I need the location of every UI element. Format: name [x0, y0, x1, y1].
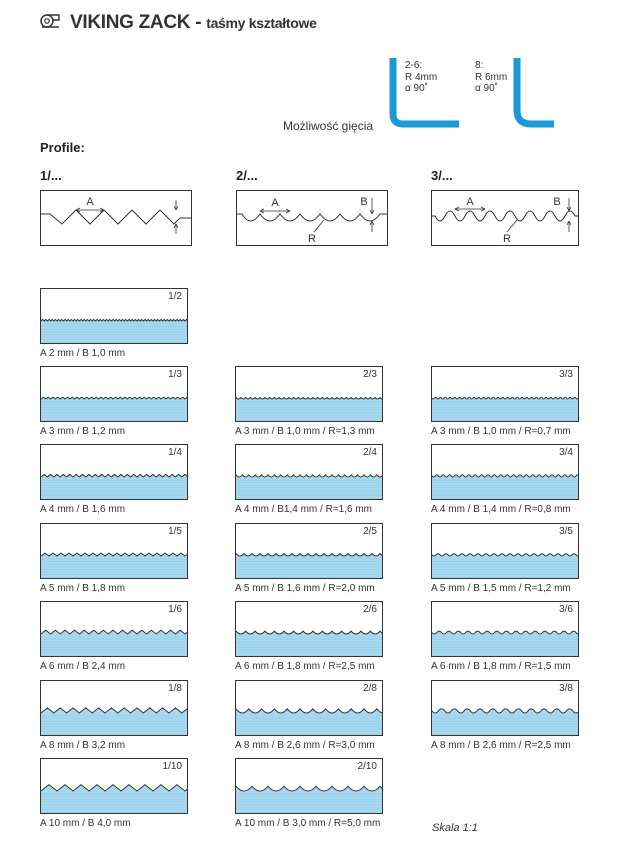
series-label-3: 3/...	[431, 168, 453, 183]
swatch-fill-area	[432, 631, 579, 657]
profile-diagram-scallop	[236, 190, 388, 246]
product-name: VIKING ZACK	[70, 12, 191, 33]
swatch-fill-area	[236, 475, 383, 500]
swatch-profile-graphic	[41, 367, 188, 422]
profile-swatch-3-8	[431, 680, 579, 736]
diagram-2-label-a: A	[271, 197, 279, 209]
swatch-caption-1-8: A 8 mm / B 3,2 mm	[40, 740, 126, 751]
swatch-id-label: 3/3	[559, 369, 573, 380]
swatch-id-label: 1/3	[168, 369, 182, 380]
swatch-id-label: 3/6	[559, 604, 573, 615]
swatch-caption-3-5: A 5 mm / B 1,5 mm / R=1,2 mm	[431, 583, 571, 594]
swatch-fill-area	[236, 553, 383, 579]
swatch-profile-graphic	[236, 602, 383, 657]
swatch-caption-2-3: A 3 mm / B 1,0 mm / R=1,3 mm	[235, 426, 375, 437]
bend-spec-small: 2-6: R 4mm α 90˚	[405, 60, 438, 94]
tape-roll-icon	[39, 12, 61, 30]
profile-swatch-3-3	[431, 366, 579, 422]
profile-swatch-1-4	[40, 444, 188, 500]
swatch-caption-2-10: A 10 mm / B 3,0 mm / R=5,0 mm	[235, 818, 381, 829]
swatch-fill-area	[432, 709, 579, 736]
swatch-id-label: 1/4	[168, 447, 182, 458]
swatch-profile-edge	[236, 553, 383, 556]
swatch-caption-3-4: A 4 mm / B 1,4 mm / R=0,8 mm	[431, 504, 571, 515]
swatch-caption-2-4: A 4 mm / B1,4 mm / R=1,6 mm	[235, 504, 372, 515]
page-title: VIKING ZACK - taśmy kształtowe	[70, 12, 317, 33]
profiles-title: Profile:	[40, 140, 85, 155]
scale-note: Skala 1:1	[432, 822, 478, 834]
profile-swatch-3-5	[431, 523, 579, 579]
swatch-fill-area	[41, 397, 188, 422]
profile-swatch-2-5	[235, 523, 383, 579]
swatch-fill-area	[41, 474, 188, 500]
swatch-id-label: 2/5	[363, 526, 377, 537]
swatch-id-label: 1/6	[168, 604, 182, 615]
swatch-profile-graphic	[236, 445, 383, 500]
swatch-caption-2-6: A 6 mm / B 1,8 mm / R=2,5 mm	[235, 661, 375, 672]
profile-swatch-1-6	[40, 601, 188, 657]
swatch-id-label: 2/3	[363, 369, 377, 380]
profile-diagram-wave	[431, 190, 579, 246]
bending-label: Możliwość gięcia	[283, 119, 374, 133]
profile-swatch-2-6	[235, 601, 383, 657]
swatch-id-label: 1/5	[168, 526, 182, 537]
swatch-profile-graphic	[432, 524, 579, 579]
swatch-fill-area	[236, 709, 383, 736]
swatch-fill-area	[41, 553, 188, 579]
diagram-3-label-r: R	[503, 233, 511, 245]
swatch-caption-3-6: A 6 mm / B 1,8 mm / R=1,5 mm	[431, 661, 571, 672]
swatch-profile-graphic	[41, 289, 188, 344]
diagram-3-label-a: A	[466, 196, 474, 208]
swatch-id-label: 1/10	[162, 761, 182, 772]
swatch-caption-1-5: A 5 mm / B 1,8 mm	[40, 583, 126, 594]
profile-swatch-2-8	[235, 680, 383, 736]
swatch-caption-3-3: A 3 mm / B 1,0 mm / R=0,7 mm	[431, 426, 571, 437]
profile-swatch-2-10	[235, 758, 383, 814]
profile-swatch-1-10	[40, 758, 188, 814]
swatch-profile-edge	[41, 319, 188, 321]
swatch-profile-edge	[236, 475, 383, 477]
profile-swatch-3-6	[431, 601, 579, 657]
bend-spec-large: 8: R 6mm α 90˚	[475, 60, 508, 94]
series-label-1: 1/...	[40, 168, 62, 183]
swatch-id-label: 2/8	[363, 683, 377, 694]
profile-swatch-1-5	[40, 523, 188, 579]
swatch-caption-1-4: A 4 mm / B 1,6 mm	[40, 504, 126, 515]
swatch-caption-2-5: A 5 mm / B 1,6 mm / R=2,0 mm	[235, 583, 375, 594]
swatch-profile-edge	[236, 709, 383, 713]
swatch-id-label: 2/10	[357, 761, 377, 772]
swatch-id-label: 3/5	[559, 526, 573, 537]
swatch-id-label: 1/8	[168, 683, 182, 694]
swatch-id-label: 3/4	[559, 447, 573, 458]
profile-swatch-1-2	[40, 288, 188, 344]
swatch-caption-1-6: A 6 mm / B 2,4 mm	[40, 661, 126, 672]
swatch-fill-area	[432, 475, 579, 500]
swatch-caption-1-2: A 2 mm / B 1,0 mm	[40, 348, 126, 359]
bend-illustration	[384, 58, 554, 136]
swatch-id-label: 1/2	[168, 291, 182, 302]
swatch-profile-graphic	[432, 367, 579, 422]
swatch-fill-area	[432, 554, 579, 579]
swatch-fill-area	[236, 631, 383, 657]
swatch-id-label: 2/6	[363, 604, 377, 615]
profile-swatch-3-4	[431, 444, 579, 500]
bend-profile-small	[393, 58, 459, 124]
profile-diagram-zigzag	[40, 190, 192, 246]
swatch-id-label: 3/8	[559, 683, 573, 694]
swatch-profile-graphic	[432, 445, 579, 500]
swatch-profile-graphic	[41, 602, 188, 657]
swatch-profile-graphic	[236, 681, 383, 736]
diagram-3-label-b: B	[553, 196, 561, 208]
swatch-profile-graphic	[236, 524, 383, 579]
bend-profile-large	[517, 58, 554, 124]
swatch-profile-graphic	[432, 681, 579, 736]
swatch-profile-graphic	[236, 367, 383, 422]
profile-swatch-1-8	[40, 680, 188, 736]
swatch-profile-graphic	[41, 445, 188, 500]
swatch-caption-1-10: A 10 mm / B 4,0 mm	[40, 818, 131, 829]
diagram-2-label-b: B	[360, 196, 368, 208]
swatch-caption-2-8: A 8 mm / B 2,6 mm / R=3,0 mm	[235, 740, 375, 751]
diagram-1-label-a: A	[86, 196, 94, 208]
swatch-caption-1-3: A 3 mm / B 1,2 mm	[40, 426, 126, 437]
swatch-id-label: 2/4	[363, 447, 377, 458]
profile-swatch-2-4	[235, 444, 383, 500]
swatch-profile-graphic	[41, 681, 188, 736]
series-label-2: 2/...	[236, 168, 258, 183]
swatch-caption-3-8: A 8 mm / B 2,6 mm / R=2,5 mm	[431, 740, 571, 751]
diagram-2-label-r: R	[308, 233, 316, 245]
product-subtitle: taśmy kształtowe	[206, 15, 317, 31]
profile-swatch-2-3	[235, 366, 383, 422]
profile-swatch-1-3	[40, 366, 188, 422]
swatch-profile-graphic	[432, 602, 579, 657]
swatch-profile-graphic	[41, 524, 188, 579]
